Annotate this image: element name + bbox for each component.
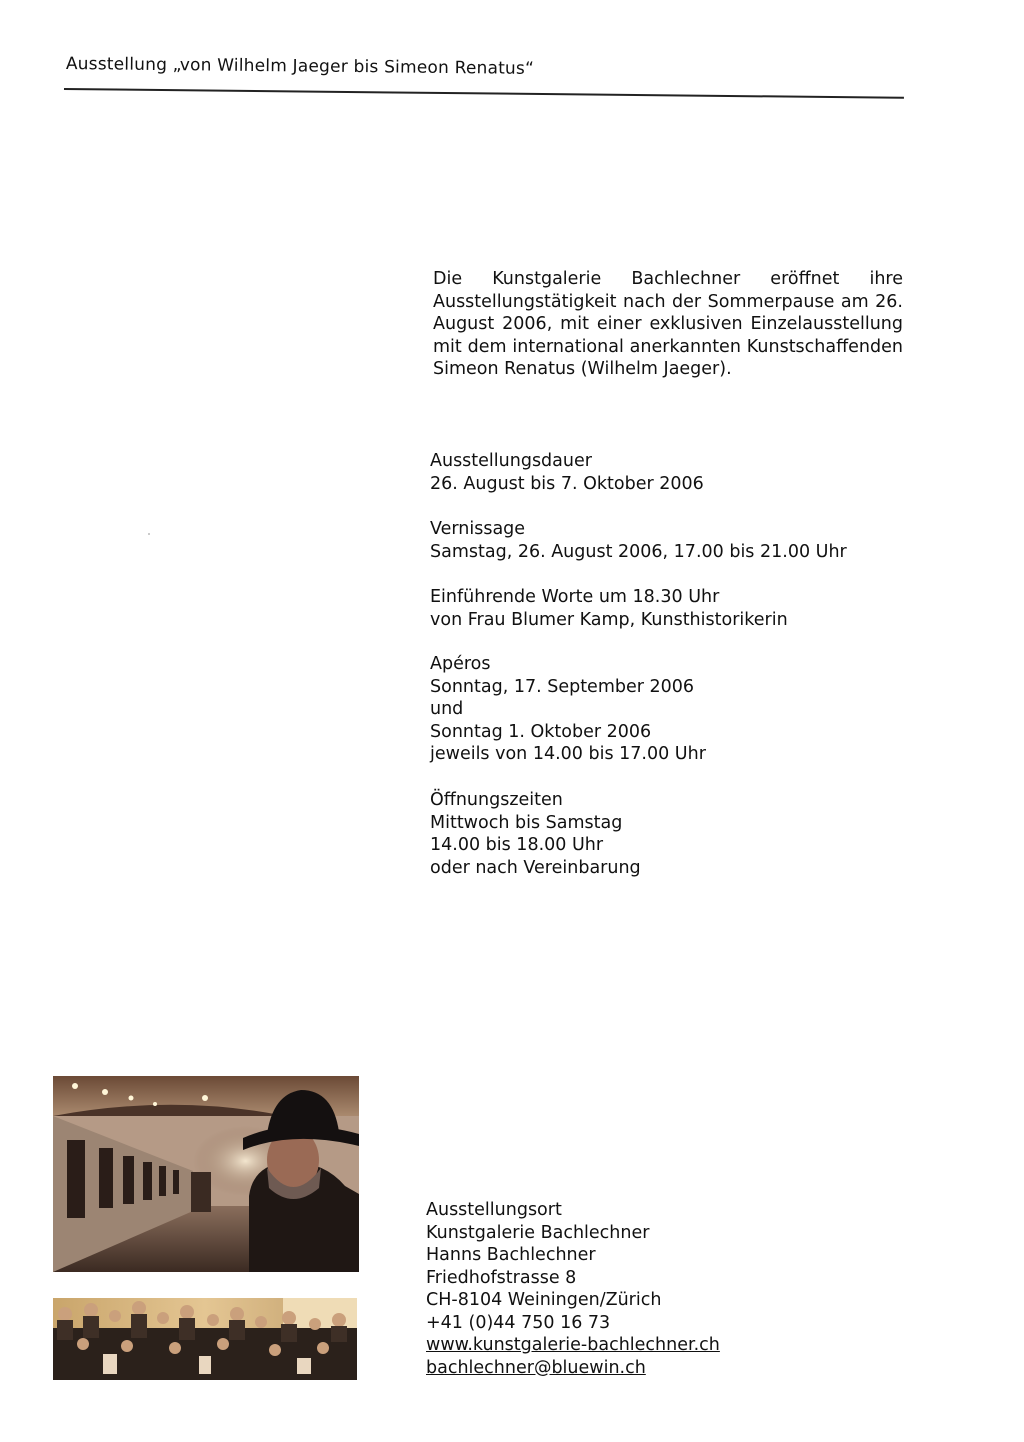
vernissage-heading: Vernissage [430, 519, 526, 539]
aperos-times: jeweils von 14.00 bis 17.00 Uhr [430, 744, 706, 764]
page-header-title: Ausstellung „von Wilhelm Jaeger bis Simeon Renatus“ [65, 54, 535, 79]
location-street: Friedhofstrasse 8 [426, 1267, 577, 1288]
aperos-heading: Apéros [430, 654, 491, 674]
gallery-corridor-photo [53, 1076, 359, 1272]
vernissage-date: Samstag, 26. August 2006, 17.00 bis 21.00 Uhr [430, 541, 847, 562]
intro-talk-heading: Einführende Worte um 18.30 Uhr [430, 587, 720, 607]
location-owner: Hanns Bachlechner [426, 1245, 596, 1265]
opening-hours-note: oder nach Vereinbarung [430, 857, 641, 878]
header-divider [64, 88, 904, 99]
location-section [426, 1199, 906, 1379]
location-phone: +41 (0)44 750 16 73 [426, 1312, 611, 1333]
intro-talk-speaker: von Frau Blumer Kamp, Kunsthistorikerin [430, 609, 788, 630]
location-heading: Ausstellungsort [426, 1200, 562, 1220]
opening-hours-days: Mittwoch bis Samstag [430, 812, 623, 833]
scan-speck [148, 533, 150, 535]
aperos-date-2: Sonntag 1. Oktober 2006 [430, 721, 652, 742]
location-gallery: Kunstgalerie Bachlechner [426, 1222, 650, 1243]
email-link[interactable]: bachlechner@bluewin.ch [426, 1357, 646, 1378]
opening-hours-times: 14.00 bis 18.00 Uhr [430, 835, 604, 855]
vernissage-section [430, 518, 910, 563]
opening-hours-section [430, 789, 910, 879]
intro-paragraph: Die Kunstgalerie Bachlechner eröffnet ihre Ausstellungstätigkeit nach der Sommerpause am 26. August 2006, mit einer exklusiven Einzelausstellung mit dem international anerkannten Kunstschaffenden Simeon Renatus (Wilhelm Jaeger). [433, 269, 903, 379]
duration-section [430, 450, 910, 495]
duration-dates: 26. August bis 7. Oktober 2006 [430, 473, 704, 494]
aperos-connector: und [430, 699, 464, 719]
location-city: CH-8104 Weiningen/Zürich [426, 1290, 662, 1310]
aperos-date-1: Sonntag, 17. September 2006 [430, 676, 695, 697]
opening-hours-heading: Öffnungszeiten [430, 790, 563, 810]
website-link[interactable]: www.kunstgalerie-bachlechner.ch [426, 1335, 720, 1355]
intro-talk-section [430, 586, 910, 631]
vernissage-crowd-photo [53, 1298, 357, 1380]
aperos-section [430, 653, 910, 766]
duration-heading: Ausstellungsdauer [430, 451, 592, 471]
